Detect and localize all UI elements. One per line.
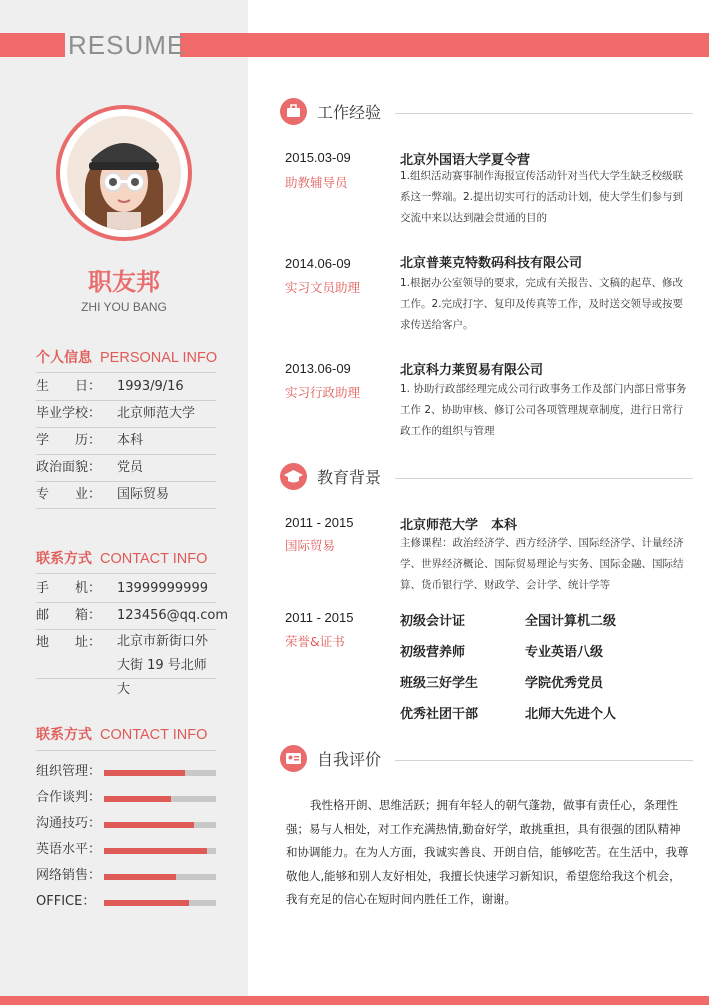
award-item: 北师大先进个人 — [525, 707, 617, 722]
briefcase-icon — [280, 98, 307, 125]
award-item: 初级会计证 — [400, 614, 466, 629]
skill-row — [36, 814, 221, 834]
skills-title-cn: 联系方式 — [36, 727, 92, 743]
header-bar-left — [0, 33, 65, 57]
info-row — [36, 374, 216, 401]
info-row — [36, 455, 216, 482]
info-value: 党员 — [117, 460, 144, 475]
work-date: 2015.03-09 — [285, 150, 351, 165]
divider — [395, 478, 693, 479]
address-value: 北京市新街口外大街 19 号北师大 — [117, 634, 209, 697]
skill-bar-track — [104, 796, 216, 802]
id-card-icon — [280, 745, 307, 772]
work-description: 1.组织活动赛事制作海报宣传活动针对当代大学生缺乏校级联系这一弊端。2.提出切实可行的活动计划，使大学生们参与到交流中来以达到融会贯通的目的 — [400, 170, 684, 224]
skill-bar-fill — [104, 822, 194, 828]
resume-title: RESUME — [68, 30, 186, 60]
info-label: 地 址： — [36, 635, 102, 650]
info-label: 毕业学校： — [36, 406, 102, 421]
phone-value: 13999999999 — [117, 581, 208, 596]
award-item: 班级三好学生 — [400, 676, 479, 691]
work-company: 北京科力莱贸易有限公司 — [400, 363, 544, 378]
header-bar-right — [180, 33, 709, 57]
work-role: 实习文员助理 — [285, 280, 361, 295]
divider — [36, 750, 216, 751]
award-item: 初级营养师 — [400, 645, 466, 660]
info-row — [36, 576, 216, 603]
education-date: 2011 - 2015 — [285, 515, 354, 530]
work-company: 北京普莱克特数码科技有限公司 — [400, 256, 583, 271]
profile-name: 职友邦 — [88, 268, 160, 296]
skills-heading — [36, 724, 207, 744]
skill-bar-track — [104, 822, 216, 828]
award-item: 专业英语八级 — [525, 645, 604, 660]
education-title: 教育背景 — [317, 468, 382, 487]
divider — [395, 760, 693, 761]
skill-label: 英语水平： — [36, 842, 102, 857]
skill-label: OFFICE： — [36, 894, 96, 909]
work-role: 助教辅导员 — [285, 175, 348, 190]
award-item: 全国计算机二级 — [525, 614, 617, 629]
skill-bar-fill — [104, 770, 185, 776]
info-row — [36, 428, 216, 455]
skills-title-en: CONTACT INFO — [100, 727, 208, 743]
info-label: 政治面貌： — [36, 460, 102, 475]
skill-row — [36, 866, 221, 886]
personal-info-title-cn: 个人信息 — [36, 350, 92, 366]
work-date: 2013.06-09 — [285, 361, 351, 376]
skill-bar-track — [104, 900, 216, 906]
skill-label: 合作谈判： — [36, 790, 102, 805]
graduation-cap-icon — [280, 463, 307, 490]
awards-label: 荣誉&证书 — [285, 634, 345, 649]
work-date: 2014.06-09 — [285, 256, 351, 271]
divider — [36, 573, 216, 574]
contact-info-title-cn: 联系方式 — [36, 551, 92, 567]
info-label: 生 日： — [36, 379, 102, 394]
skill-bar-fill — [104, 796, 171, 802]
contact-info-heading — [36, 548, 207, 568]
info-label: 手 机： — [36, 581, 102, 596]
info-row — [36, 630, 216, 697]
work-description: 1. 协助行政部经理完成公司行政事务工作及部门内部日常事务工作 2、协助审核、修订公司各项管理规章制度，进行日常行政工作的组织与管理 — [400, 383, 687, 437]
skill-row — [36, 788, 221, 808]
skill-row — [36, 840, 221, 860]
info-value: 1993/9/16 — [117, 379, 184, 394]
skill-bar-fill — [104, 900, 189, 906]
work-role: 实习行政助理 — [285, 385, 361, 400]
awards-date: 2011 - 2015 — [285, 610, 354, 625]
info-value: 北京师范大学 — [117, 406, 196, 421]
skill-row — [36, 892, 221, 912]
info-label: 学 历： — [36, 433, 102, 448]
divider — [36, 372, 216, 373]
education-major: 国际贸易 — [285, 538, 336, 553]
skill-label: 组织管理： — [36, 764, 102, 779]
info-row — [36, 401, 216, 428]
education-school: 北京师范大学 本科 — [400, 518, 518, 533]
info-row — [36, 603, 229, 630]
skill-label: 沟通技巧： — [36, 816, 102, 831]
personal-info-heading — [36, 347, 217, 367]
education-courses: 主修课程：政治经济学、西方经济学、国际经济学、计量经济学、世界经济概论、国际贸易理论与实务、国际金融、国际结算、货币银行学、财政学、会计学、统计学等 — [400, 537, 684, 591]
skill-bar-fill — [104, 874, 176, 880]
personal-info-title-en: PERSONAL INFO — [100, 350, 218, 366]
skill-row — [36, 762, 221, 782]
skill-bar-fill — [104, 848, 207, 854]
skill-bar-track — [104, 874, 216, 880]
avatar-photo — [67, 116, 181, 230]
award-item: 学院优秀党员 — [525, 676, 604, 691]
work-description: 1.根据办公室领导的要求，完成有关报告、文稿的起草、修改工作。2.完成打字、复印及传真等工作，及时送交领导或按要求传送给客户。 — [400, 277, 684, 331]
skill-bar-track — [104, 848, 216, 854]
work-title: 工作经验 — [317, 103, 382, 122]
self-eval-title: 自我评价 — [317, 750, 382, 769]
profile-pinyin: ZHI YOU BANG — [81, 300, 167, 314]
email-value: 123456@qq.com — [117, 608, 229, 623]
contact-info-title-en: CONTACT INFO — [100, 551, 208, 567]
award-item: 优秀社团干部 — [400, 707, 479, 722]
info-label: 专 业： — [36, 487, 102, 502]
skill-bar-track — [104, 770, 216, 776]
info-value: 本科 — [117, 433, 144, 448]
divider — [395, 113, 693, 114]
avatar — [56, 105, 192, 241]
skill-label: 网络销售： — [36, 868, 102, 883]
footer-bar — [0, 996, 709, 1005]
info-row — [36, 482, 216, 509]
info-label: 邮 箱： — [36, 608, 102, 623]
work-company: 北京外国语大学夏令营 — [400, 153, 531, 168]
self-eval-text: 我性格开朗、思维活跃；拥有年轻人的朝气蓬勃，做事有责任心，条理性强；易与人相处，对工作充满热情,勤奋好学，敢挑重担，具有很强的团队精神和协调能力。在为人方面，我诚实善良、开朗自信，能够吃苦。在生活中，我尊敬他人,能够和别人友好相处，我擅长快速学习新知识，希望您给我这个机会，我有充足的信心在短时间内胜任工作，谢谢。 — [286, 798, 689, 906]
info-value: 国际贸易 — [117, 487, 170, 502]
